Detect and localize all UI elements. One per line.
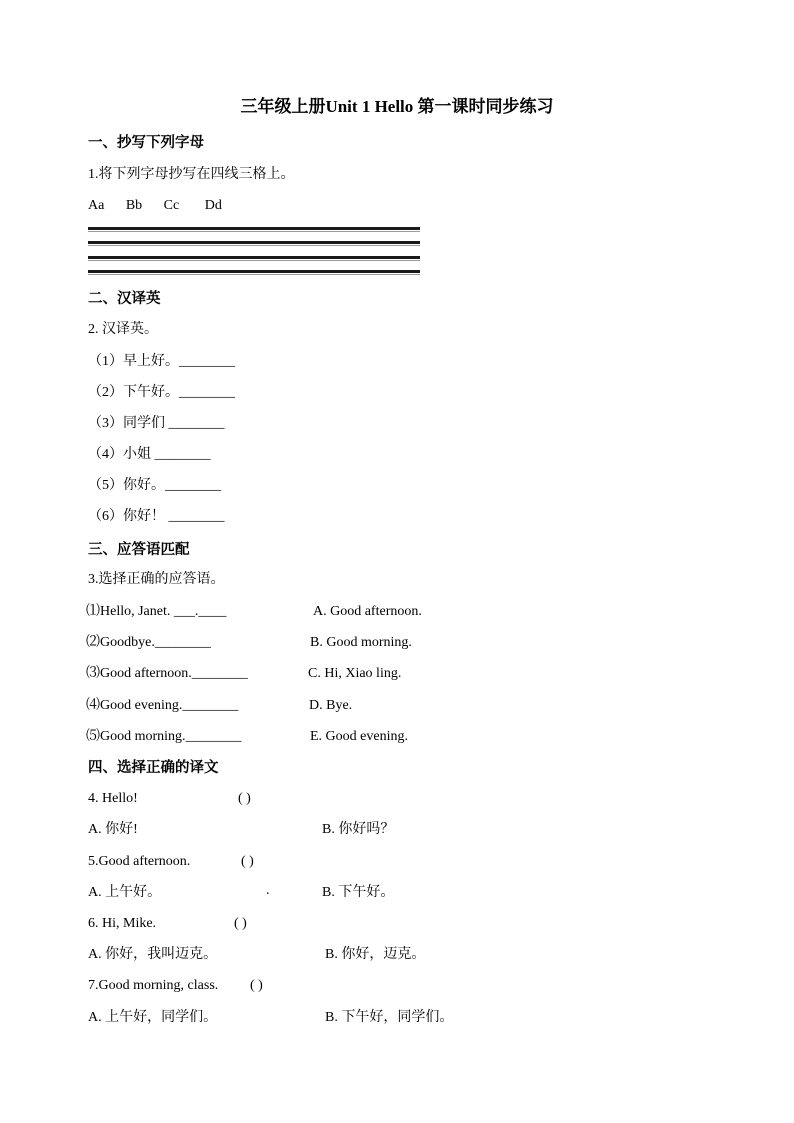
- page-title: 三年级上册Unit 1 Hello 第一课时同步练习: [240, 97, 554, 116]
- grid-line: [88, 256, 420, 259]
- question-3: 3.选择正确的应答语。: [88, 572, 225, 587]
- letter-pair: Bb: [125, 198, 143, 213]
- mc-option-b[interactable]: B. 下午好。: [322, 885, 395, 900]
- match-prompt[interactable]: ⑵Goodbye.________: [86, 635, 211, 650]
- letter-pair: Dd: [204, 198, 222, 213]
- answer-parentheses[interactable]: ( ): [238, 791, 251, 806]
- mc-question: 6. Hi, Mike.: [88, 916, 157, 931]
- translation-item[interactable]: （5）你好。________: [88, 478, 221, 493]
- section4-heading: 四、选择正确的译文: [88, 760, 219, 776]
- translation-item[interactable]: （2）下午好。________: [88, 385, 235, 400]
- match-prompt[interactable]: ⑴Hello, Janet. ___.____: [86, 604, 227, 619]
- mc-option-a[interactable]: A. 上午好。: [88, 885, 162, 900]
- section3-heading: 三、应答语匹配: [88, 542, 190, 558]
- mc-option-b[interactable]: B. 下午好，同学们。: [325, 1010, 454, 1025]
- match-option: C. Hi, Xiao ling.: [308, 666, 402, 681]
- translation-item[interactable]: （3）同学们 ________: [88, 416, 225, 431]
- four-line-writing-grid[interactable]: [88, 227, 420, 273]
- grid-line: [88, 227, 420, 230]
- match-prompt[interactable]: ⑸Good morning.________: [86, 729, 242, 744]
- letters-row: [88, 196, 222, 216]
- letter-pair: Aa: [88, 198, 105, 213]
- translation-item[interactable]: （4）小姐 ________: [88, 447, 211, 462]
- section2-heading: 二、汉译英: [88, 291, 161, 307]
- mc-option-a[interactable]: A. 你好，我叫迈克。: [88, 947, 218, 962]
- mc-option-b[interactable]: B. 你好吗？: [322, 822, 395, 837]
- translation-item[interactable]: （6）你好！ ________: [88, 509, 225, 524]
- match-option: D. Bye.: [309, 698, 353, 713]
- mc-option-a[interactable]: A. 你好!: [88, 822, 138, 837]
- match-option: B. Good morning.: [310, 635, 412, 650]
- answer-parentheses[interactable]: ( ): [241, 854, 254, 869]
- grid-line: [88, 270, 420, 273]
- mc-option-b[interactable]: B. 你好，迈克。: [325, 947, 426, 962]
- mc-question: 5.Good afternoon.: [88, 854, 191, 869]
- answer-parentheses[interactable]: ( ): [234, 916, 247, 931]
- answer-parentheses[interactable]: ( ): [250, 978, 263, 993]
- match-option: E. Good evening.: [310, 729, 408, 744]
- match-option: A. Good afternoon.: [313, 604, 422, 619]
- match-prompt[interactable]: ⑶Good afternoon.________: [86, 666, 248, 681]
- question-1: 1.将下列字母抄写在四线三格上。: [88, 167, 295, 182]
- match-prompt[interactable]: ⑷Good evening.________: [86, 698, 239, 713]
- letter-pair: Cc: [163, 198, 180, 213]
- stray-dot: .: [266, 883, 270, 898]
- translation-item[interactable]: （1）早上好。________: [88, 354, 235, 369]
- question-2: 2. 汉译英。: [88, 322, 158, 337]
- mc-question: 4. Hello!: [88, 791, 138, 806]
- mc-option-a[interactable]: A. 上午好，同学们。: [88, 1010, 218, 1025]
- grid-line: [88, 241, 420, 244]
- section1-heading: 一、抄写下列字母: [88, 135, 204, 151]
- mc-question: 7.Good morning, class.: [88, 978, 219, 993]
